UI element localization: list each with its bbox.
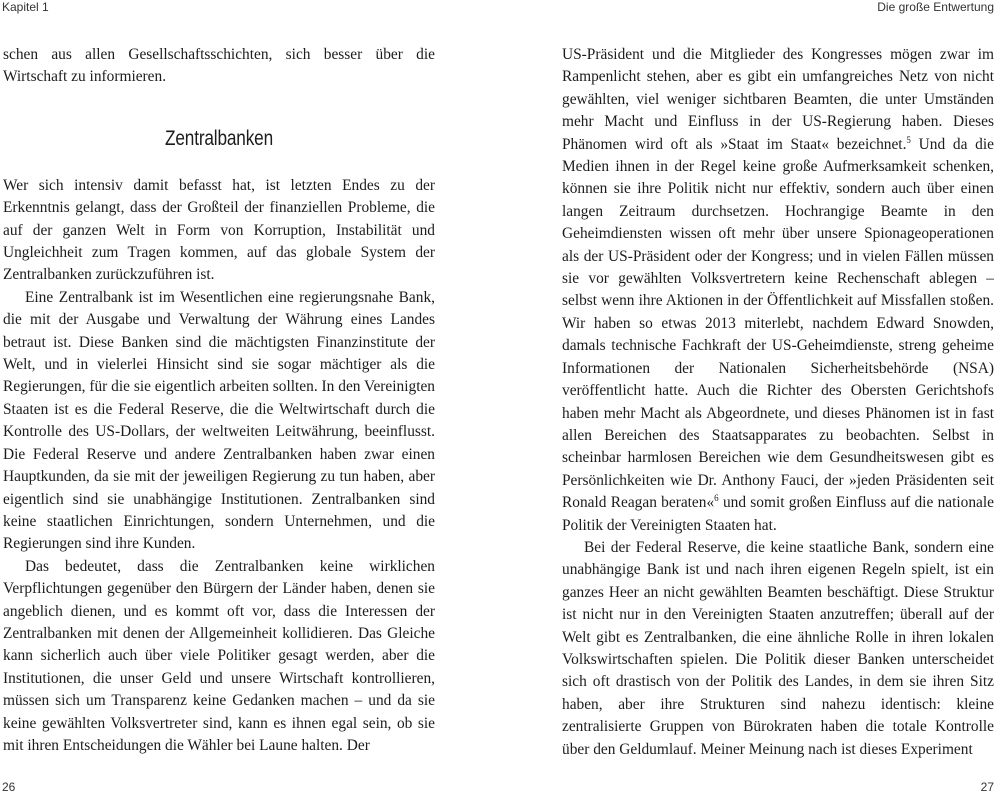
page-number-right: 27	[980, 780, 994, 794]
paragraph-text: und somit großen Einfluss auf die nationale Politik der Vereinigten Staaten hat.	[562, 494, 994, 534]
footnote-marker: 5	[906, 134, 911, 145]
body-paragraph: Bei der Federal Reserve, die keine staatliche Bank, sondern eine unabhängige Bank ist und nach ihren eigenen Regeln spielt, ist ein ganzes Heer an nicht gewählten Beamten beschäftigt. Diese Struktur ist nicht nur in den Vereinigten Staaten anzutreffen; überall auf der Welt gibt es Zentralbanken, die eine ähnliche Rolle in ihren lokalen Volkswirtschaften spielen. Die Politik dieser Banken unterscheidet sich oft drastisch von der Politik des Landes, in dem sie ihren Sitz haben, aber ihre Strukturen sind nahezu identisch: kleine zentralisierte Gruppen von Bürokraten haben die totale Kontrolle über den Geldumlauf. Meiner Meinung nach ist dieses Experiment	[562, 538, 994, 758]
paragraph-text: Und da die Medien ihnen in der Regel keine große Aufmerksamkeit schenken, können sie ihre Politik nicht nur effektiv, sondern auch über einen langen Zeitraum durchsetzen. Hochrangige Beamte in den Geheimdiensten wissen oft mehr über unsere Spionageoperationen als der US-Präsident oder der Kongress; und in vielen Fällen müssen sie vor gewählten Volksvertretern keine Rechenschaft ablegen – selbst wenn ihre Aktionen in der Öffentlichkeit auf Missfallen stoßen. Wir haben so etwas 2013 miterlebt, nachdem Edward Snowden, damals technische Fachkraft der US-Geheimdienste, streng geheime Informationen der Nationalen Sicherheitsbehörde (NSA) veröffentlicht hatte. Auch die Richter des Obersten Gerichtshofs haben mehr Macht als Abgeordnete, und dieses Phänomen ist in fast allen Bereichen des Staatsapparates zu beobachten. Selbst in scheinbar harmlosen Bereichen wie dem Gesundheitswesen gibt es Persönlichkeiten wie Dr. Anthony Fauci, der »jeden Präsidenten seit Ronald Reagan beraten«	[562, 135, 994, 512]
page-number-left: 26	[2, 780, 16, 794]
section-heading: Zentralbanken	[165, 126, 273, 150]
body-paragraph	[562, 44, 994, 537]
left-page	[3, 44, 435, 764]
running-head-title: Die große Entwertung	[877, 0, 994, 14]
footnote-marker: 6	[714, 493, 719, 503]
paragraph-text: US-Präsident und die Mitglieder des Kongresses mögen zwar im Rampenlicht stehen, aber es gibt ein umfangreiches Netz von nicht gewählten, viel weniger sichtbaren Beamten, die unter Umständen mehr Macht und Einfluss in der US-Regierung haben. Dieses Phänomen wird oft als »Staat im Staat« bezeichnet.	[562, 46, 994, 153]
continuation-paragraph: schen aus allen Gesellschaftsschichten, sich besser über die Wirtschaft zu informieren.	[3, 46, 435, 86]
body-paragraph: Eine Zentralbank ist im Wesentlichen eine regierungsnahe Bank, die mit der Ausgabe und Verwaltung der Währung eines Landes betraut ist. Diese Banken sind die mächtigsten Finanzinstitute der Welt, und in vielerlei Hinsicht sind sie sogar mächtiger als die Regierungen, für die sie eigentlich arbeiten sollten. In den Vereinigten Staaten ist es die Federal Reserve, die die Weltwirtschaft durch die Kontrolle des US-Dollars, der weltweiten Leitwährung, beeinflusst. Die Federal Reserve und andere Zentralbanken haben zwar einen Hauptkunden, da sie mit der jeweiligen Regierung zu tun haben, aber eigentlich sind sie unabhängige Institutionen. Zentralbanken sind keine staatlichen Einrichtungen, sondern Unternehmen, und die Regierungen sind ihre Kunden.	[3, 288, 435, 553]
body-paragraph: Das bedeutet, dass die Zentralbanken keine wirklichen Verpflichtungen gegenüber den Bürgern der Länder haben, denen sie angeblich dienen, und es kommt oft vor, dass die Interessen der Zentralbanken mit denen der Allgemeinheit kollidieren. Das Gleiche kann sicherlich auch über viele Politiker gesagt werden, aber die Institutionen, die unser Geld und unsere Wirtschaft kontrollieren, müssen sich um Transparenz keine Gedanken machen – und da sie keine gewählten Volksvertreter sind, kann es ihnen egal sein, ob sie mit ihren Entscheidungen die Wähler bei Laune halten. Der	[3, 557, 435, 754]
running-head-chapter: Kapitel 1	[2, 0, 49, 14]
body-paragraph: Wer sich intensiv damit befasst hat, ist letzten Endes zu der Erkenntnis gelangt, dass der Großteil der finanziellen Probleme, die auf der ganzen Welt in Form von Korruption, Instabilität und Ungleichheit zum Tragen kommen, auf das globale System der Zentralbanken zurückzuführen ist.	[3, 176, 435, 284]
right-page	[562, 44, 994, 764]
